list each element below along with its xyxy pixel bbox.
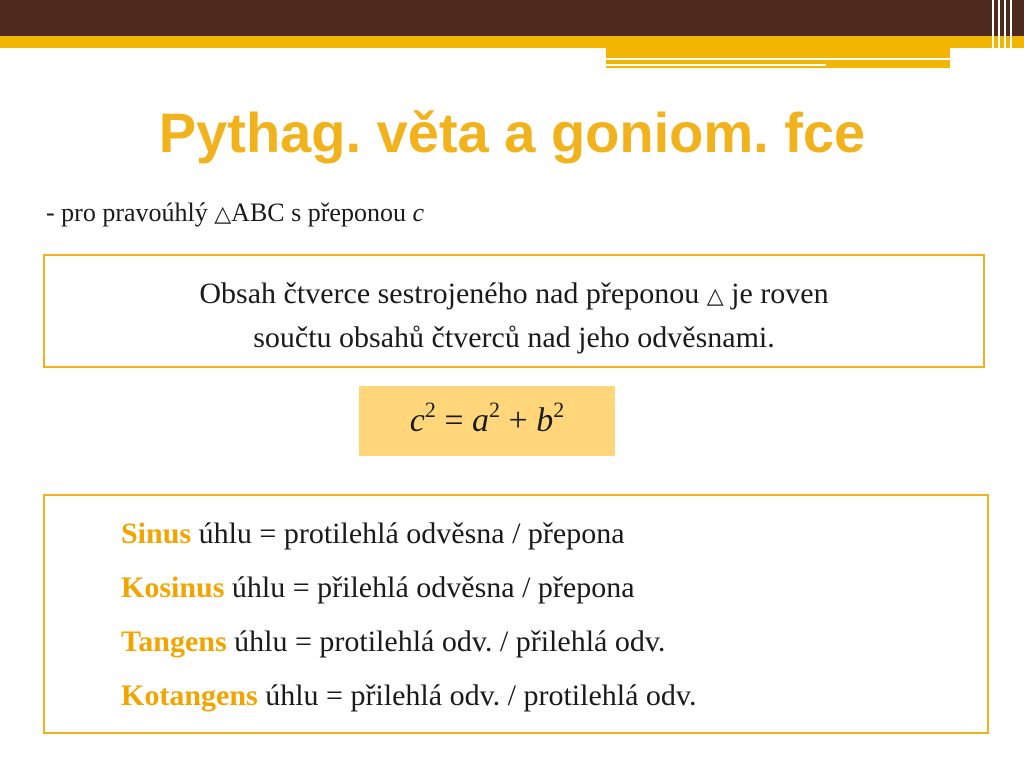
formula-plus: + (500, 402, 537, 439)
formula-b-exponent: 2 (553, 397, 565, 422)
definition-row-sinus (121, 514, 625, 554)
pythagorean-formula (359, 386, 615, 456)
definition-row-kotangens (121, 676, 696, 716)
statement-line-2: součtu obsahů čtverců nad jeho odvěsnami. (253, 321, 775, 354)
definition-text: úhlu = protilehlá odvěsna / přepona (191, 517, 625, 550)
formula-c: c (409, 402, 425, 439)
definition-text: úhlu = přilehlá odv. / protilehlá odv. (257, 679, 697, 712)
slide-subtitle (46, 196, 424, 232)
formula-a: a (472, 402, 490, 439)
definition-row-kosinus (121, 568, 635, 608)
definition-text: úhlu = přilehlá odvěsna / přepona (224, 571, 635, 604)
subtitle-prefix: - pro pravoúhlý (46, 198, 215, 227)
slide-title: Pythag. věta a goniom. fce (158, 101, 866, 164)
definition-row-tangens (121, 622, 665, 662)
statement-text: Obsah čtverce sestrojeného nad přeponou (199, 277, 707, 310)
formula-b: b (536, 402, 554, 439)
formula-a-exponent: 2 (489, 397, 501, 422)
definition-term: Tangens (121, 625, 227, 658)
triangle-symbol: △ (706, 284, 724, 309)
decorative-stripes (988, 0, 1024, 72)
statement-text: je roven (723, 277, 829, 310)
formula-equals: = (435, 402, 473, 439)
definition-term: Kotangens (121, 679, 258, 712)
top-gold-bar (0, 36, 1024, 48)
gold-bar-tab-line-short (606, 64, 826, 66)
statement-line-1 (45, 273, 983, 317)
top-dark-bar (0, 0, 1024, 36)
definition-term: Sinus (121, 517, 192, 550)
trig-definitions-box (43, 494, 989, 734)
formula-c-exponent: 2 (424, 397, 436, 422)
definition-term: Kosinus (121, 571, 225, 604)
triangle-symbol: △ (214, 202, 232, 227)
definition-text: úhlu = protilehlá odv. / přilehlá odv. (226, 625, 666, 658)
subtitle-middle: ABC s přeponou (231, 198, 413, 227)
subtitle-variable: c (412, 198, 424, 227)
gold-bar-tab-line (606, 58, 950, 60)
theorem-statement-box (43, 254, 985, 368)
